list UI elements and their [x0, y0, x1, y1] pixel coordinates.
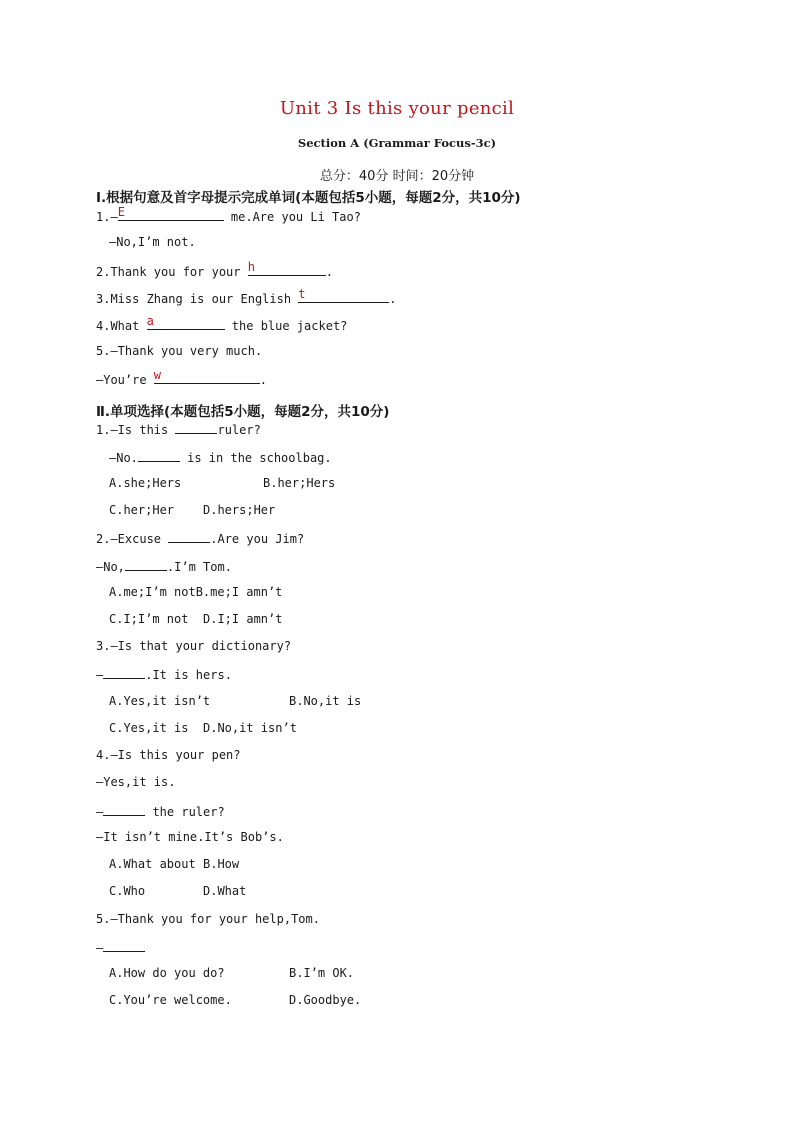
answer-blank[interactable]: [138, 448, 180, 462]
s2-q4-option-c[interactable]: C.Who: [109, 884, 146, 898]
s2-q3-option-c[interactable]: C.Yes,it is: [109, 721, 189, 735]
s2-q5-option-a[interactable]: A.How do you do?: [109, 966, 225, 980]
first-letter-hint: w: [153, 368, 162, 382]
s2-question-3-reply: — .It is hers.: [96, 665, 232, 683]
answer-blank[interactable]: [125, 557, 167, 571]
s2-question-1: 1.—Is this ruler?: [96, 420, 261, 438]
s2-question-4: 4.—Is this your pen?: [96, 748, 241, 762]
s2-question-1-reply: —No. is in the schoolbag.: [109, 448, 332, 466]
s2-question-3: 3.—Is that your dictionary?: [96, 639, 292, 653]
page-title: Unit 3 Is this your pencil: [279, 98, 515, 119]
answer-blank[interactable]: [175, 420, 217, 434]
answer-blank[interactable]: [168, 529, 210, 543]
s2-q1-option-a[interactable]: A.she;Hers: [109, 476, 182, 490]
answer-blank[interactable]: [154, 370, 260, 384]
s1-question-1: 1.— E me.Are you Li Tao?: [96, 205, 361, 224]
s2-q1-option-b[interactable]: B.her;Hers: [263, 476, 336, 490]
s2-q3-option-a[interactable]: A.Yes,it isn’t: [109, 694, 211, 708]
answer-blank[interactable]: [103, 938, 145, 952]
s1-question-5: 5.—Thank you very much.: [96, 344, 263, 358]
first-letter-hint: E: [117, 205, 125, 219]
s2-question-4-line3: — the ruler?: [96, 802, 225, 820]
s1-question-5-reply: —You’re w .: [96, 368, 268, 387]
section-1-heading: Ⅰ.根据句意及首字母提示完成单词(本题包括5小题，每题2分，共10分): [96, 190, 521, 206]
s2-q1-option-c[interactable]: C.her;Her: [109, 503, 175, 517]
s2-q4-option-a[interactable]: A.What about: [109, 857, 196, 871]
s2-q5-option-c[interactable]: C.You’re welcome.: [109, 993, 232, 1007]
s2-q1-option-d[interactable]: D.hers;Her: [203, 503, 276, 517]
score-time-info: 总分：40分 时间：20分钟: [319, 169, 475, 184]
s1-question-3: 3.Miss Zhang is our English t .: [96, 287, 397, 306]
s2-q2-options-ab[interactable]: A.me;I’m notB.me;I amn’t: [109, 585, 283, 599]
s2-q2-option-d[interactable]: D.I;I amn’t: [203, 612, 283, 626]
s2-q4-option-b[interactable]: B.How: [203, 857, 240, 871]
answer-blank[interactable]: [103, 665, 145, 679]
s2-q5-option-d[interactable]: D.Goodbye.: [289, 993, 362, 1007]
s2-q2-option-c[interactable]: C.I;I’m not: [109, 612, 189, 626]
s2-q3-option-b[interactable]: B.No,it is: [289, 694, 362, 708]
s2-q3-option-d[interactable]: D.No,it isn’t: [203, 721, 297, 735]
answer-blank[interactable]: [248, 262, 326, 276]
first-letter-hint: h: [247, 260, 255, 274]
answer-blank[interactable]: [298, 289, 389, 303]
s2-question-4-line4: —It isn’t mine.It’s Bob’s.: [96, 830, 284, 844]
s2-q4-option-d[interactable]: D.What: [203, 884, 247, 898]
section-2-heading: Ⅱ.单项选择(本题包括5小题，每题2分，共10分): [96, 404, 390, 420]
answer-blank[interactable]: [147, 316, 225, 330]
answer-blank[interactable]: [103, 802, 145, 816]
page-subtitle: Section A (Grammar Focus-3c): [297, 136, 497, 150]
s2-question-2-reply: —No, .I’m Tom.: [96, 557, 232, 575]
s1-question-2: 2.Thank you for your h .: [96, 260, 333, 279]
s2-question-2: 2.—Excuse .Are you Jim?: [96, 529, 304, 547]
first-letter-hint: t: [298, 287, 306, 301]
s2-q5-option-b[interactable]: B.I’m OK.: [289, 966, 355, 980]
s1-question-4: 4.What a the blue jacket?: [96, 314, 348, 333]
s2-question-5-reply: —: [96, 938, 145, 956]
first-letter-hint: a: [146, 314, 154, 328]
s1-question-1-reply: —No,I’m not.: [109, 235, 196, 249]
answer-blank[interactable]: [118, 207, 224, 221]
s2-question-4-reply: —Yes,it is.: [96, 775, 176, 789]
s2-question-5: 5.—Thank you for your help,Tom.: [96, 912, 320, 926]
